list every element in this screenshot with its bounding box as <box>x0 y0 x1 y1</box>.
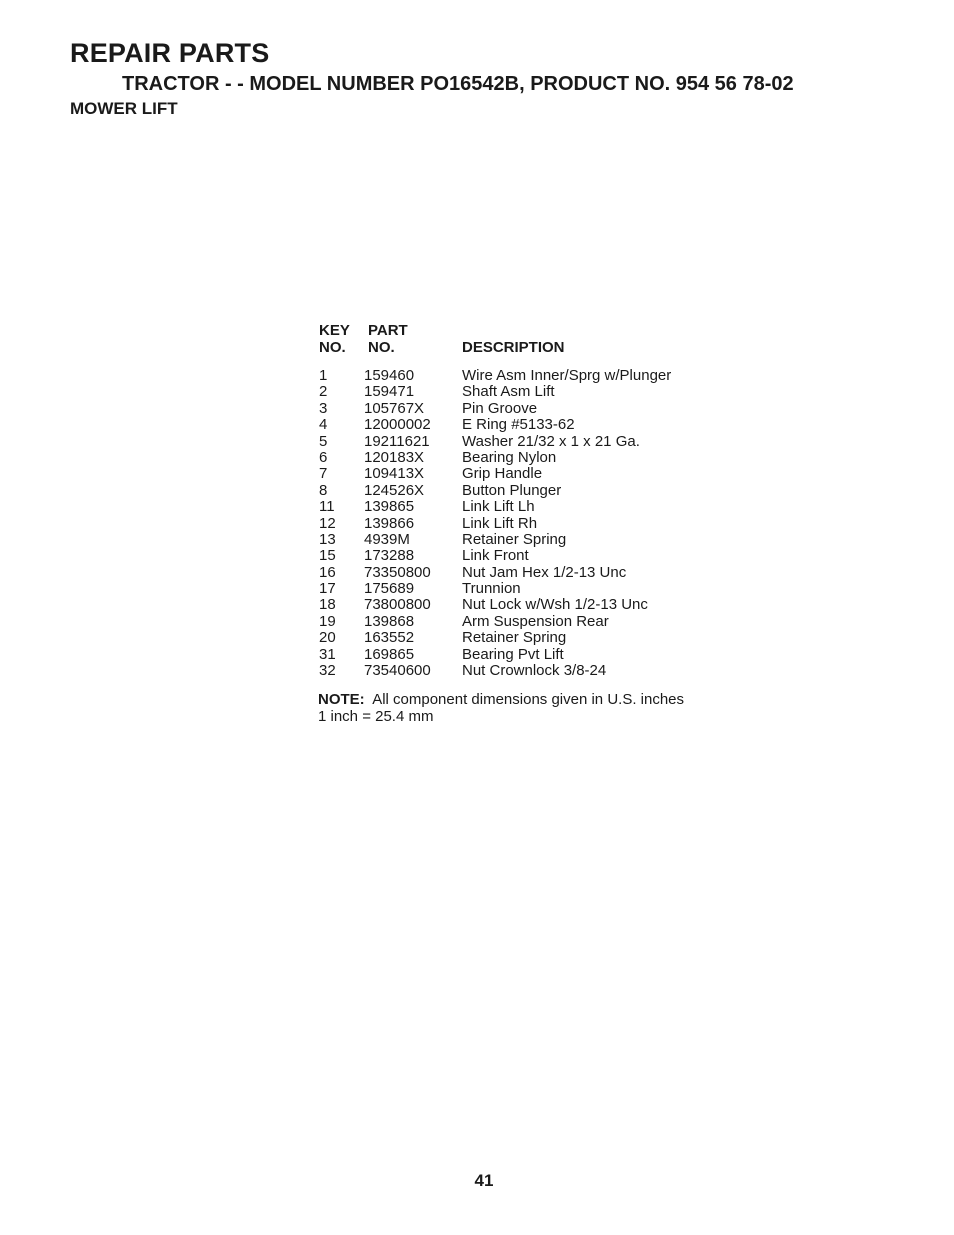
row-part-no: 109413X <box>364 465 425 483</box>
row-key: 32 <box>319 662 336 680</box>
row-description: Nut Lock w/Wsh 1/2-13 Unc <box>462 596 648 614</box>
row-description: Nut Jam Hex 1/2-13 Unc <box>462 563 627 581</box>
page-number: 41 <box>474 1171 494 1190</box>
row-description: Nut Crownlock 3/8-24 <box>462 662 607 680</box>
row-description: E Ring #5133-62 <box>462 416 575 434</box>
row-description: Link Front <box>462 547 529 565</box>
row-part-no: 120183X <box>364 448 425 466</box>
row-description: Bearing Nylon <box>462 448 557 466</box>
row-key: 7 <box>319 465 328 483</box>
row-key: 13 <box>319 530 336 548</box>
row-description: Retainer Spring <box>462 530 567 548</box>
row-description: Retainer Spring <box>462 629 567 647</box>
row-key: 8 <box>319 481 328 499</box>
row-key: 1 <box>319 367 328 384</box>
row-part-no: 73540600 <box>364 662 431 680</box>
row-description: Washer 21/32 x 1 x 21 Ga. <box>462 432 640 450</box>
row-description: Trunnion <box>462 580 521 598</box>
row-description: Shaft Asm Lift <box>462 383 555 401</box>
row-part-no: 163552 <box>364 629 415 647</box>
row-part-no: 4939M <box>364 530 410 548</box>
header-key-line1: KEY <box>319 322 350 339</box>
note-conversion: 1 inch = 25.4 mm <box>318 707 434 725</box>
row-part-no: 73350800 <box>364 563 431 581</box>
page-title: REPAIR PARTS <box>70 38 270 68</box>
row-description: Link Lift Rh <box>462 514 538 532</box>
note <box>318 692 684 725</box>
model-subtitle: TRACTOR - - MODEL NUMBER PO16542B, PRODUCT NO. 954 56 78-02 <box>122 73 794 95</box>
header-part-line1: PART <box>368 322 408 339</box>
row-key: 12 <box>319 514 336 532</box>
note-line <box>318 692 684 709</box>
row-key: 2 <box>319 383 328 401</box>
row-part-no: 159471 <box>364 383 415 401</box>
row-key: 20 <box>319 629 336 647</box>
row-description: Arm Suspension Rear <box>462 612 609 630</box>
note-label: NOTE: <box>318 691 365 708</box>
row-key: 17 <box>319 580 336 598</box>
row-key: 5 <box>319 432 328 450</box>
row-key: 4 <box>319 416 328 434</box>
row-description: Pin Groove <box>462 399 538 417</box>
row-part-no: 124526X <box>364 481 425 499</box>
row-description: Button Plunger <box>462 481 562 499</box>
row-part-no: 169865 <box>364 645 415 663</box>
row-part-no: 159460 <box>364 367 415 384</box>
row-part-no: 139868 <box>364 612 415 630</box>
row-part-no: 139865 <box>364 498 415 516</box>
row-description: Link Lift Lh <box>462 498 535 516</box>
row-description: Grip Handle <box>462 465 543 483</box>
row-part-no: 105767X <box>364 399 425 417</box>
row-part-no: 139866 <box>364 514 415 532</box>
row-key: 31 <box>319 645 336 663</box>
header-part-line2: NO. <box>368 339 395 356</box>
row-part-no: 175689 <box>364 580 415 598</box>
row-part-no: 173288 <box>364 547 415 565</box>
row-key: 6 <box>319 448 328 466</box>
header-key-line2: NO. <box>319 339 346 356</box>
header-description: DESCRIPTION <box>462 339 565 356</box>
row-key: 18 <box>319 596 336 614</box>
row-key: 11 <box>319 498 335 516</box>
row-part-no: 19211621 <box>364 432 430 450</box>
row-key: 19 <box>319 612 336 630</box>
row-part-no: 73800800 <box>364 596 431 614</box>
row-key: 16 <box>319 563 336 581</box>
row-key: 3 <box>319 399 328 417</box>
note-text: All component dimensions given in U.S. inches <box>372 691 685 708</box>
row-key: 15 <box>319 547 336 565</box>
row-description: Wire Asm Inner/Sprg w/Plunger <box>462 367 672 384</box>
section-heading: MOWER LIFT <box>70 99 178 118</box>
row-part-no: 12000002 <box>364 416 431 434</box>
row-description: Bearing Pvt Lift <box>462 645 564 663</box>
